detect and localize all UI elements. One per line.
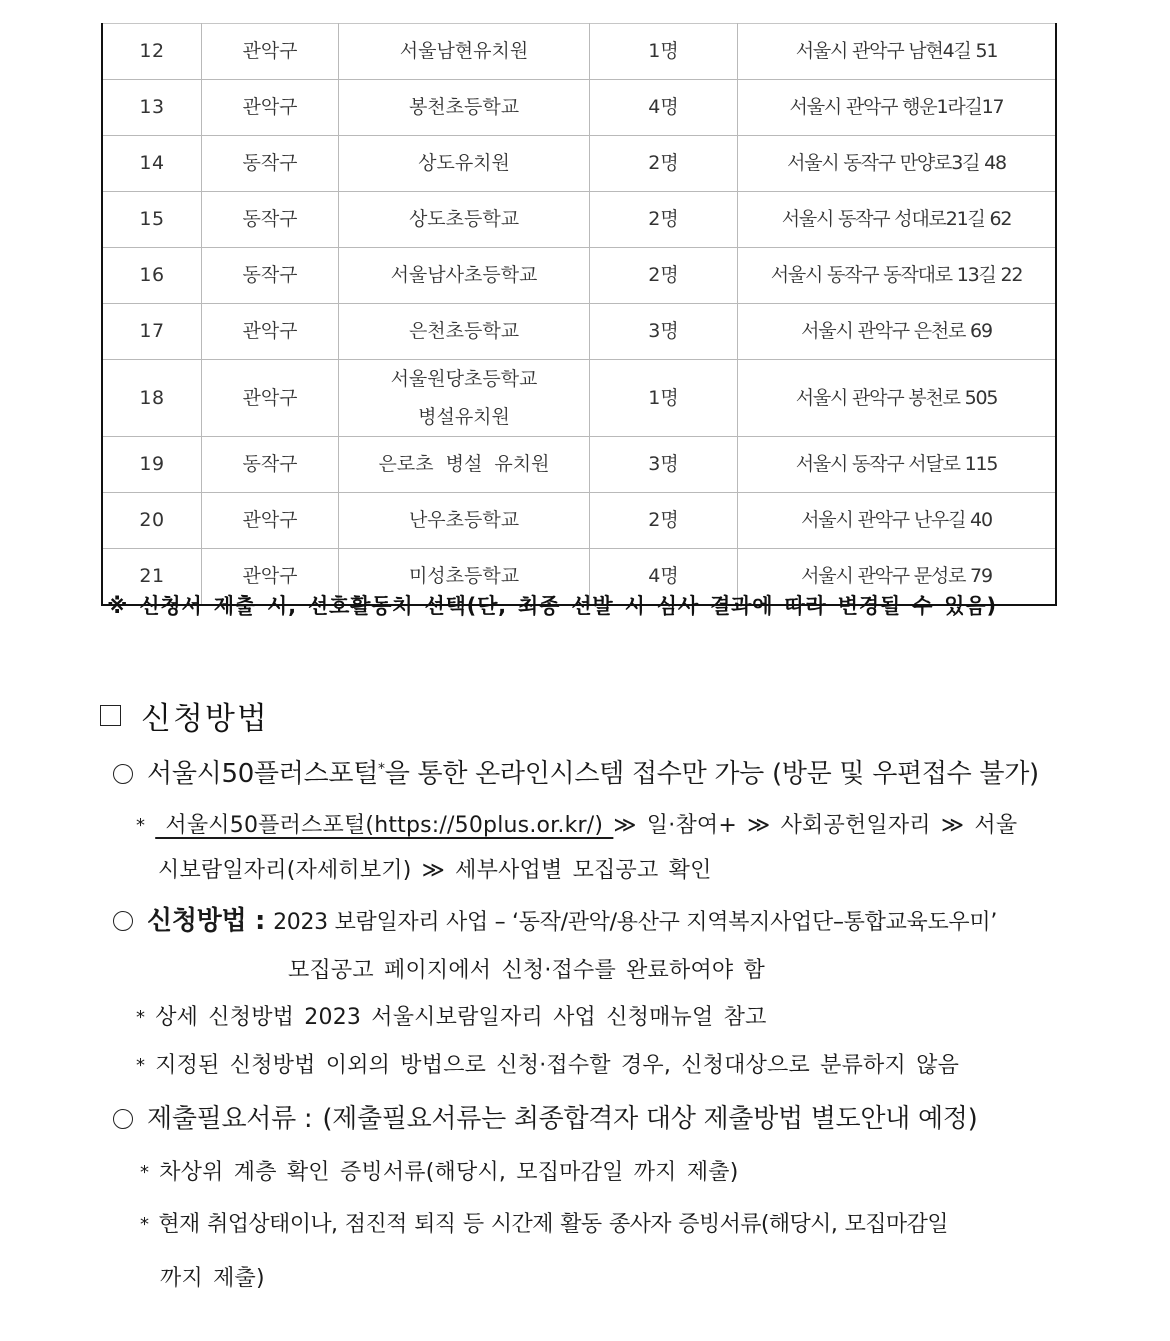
apply-note xyxy=(136,1000,767,1031)
asterisk-icon: * xyxy=(140,1162,150,1183)
site-name: 봉천초등학교 xyxy=(339,80,590,136)
address: 서울시 관악구 남현4길 51 xyxy=(738,24,1057,80)
asterisk-mark: * xyxy=(378,761,385,777)
portal-link[interactable]: 서울시50플러스포털(https://50plus.or.kr/) xyxy=(155,813,614,838)
address: 서울시 동작구 동작대로 13길 22 xyxy=(738,248,1057,304)
row-number: 19 xyxy=(102,437,202,493)
item-text: 서울시50플러스포털 xyxy=(147,759,379,789)
item-apply-method xyxy=(113,900,997,937)
portal-path-note xyxy=(136,808,1017,839)
headcount: 1명 xyxy=(590,24,738,80)
row-number: 18 xyxy=(102,360,202,437)
district: 관악구 xyxy=(202,304,339,360)
item-text: 2023 보람일자리 사업 – ‘동작/관악/용산구 지역복지사업단–통합교육도우미’ xyxy=(273,910,998,935)
site-name: 은로초 병설 유치원 xyxy=(339,437,590,493)
table-row xyxy=(102,248,1056,304)
headcount: 3명 xyxy=(590,304,738,360)
circle-bullet-icon xyxy=(113,764,133,784)
site-name-line-2: 병설유치원 xyxy=(418,406,510,428)
table-row xyxy=(102,136,1056,192)
district: 동작구 xyxy=(202,437,339,493)
district: 관악구 xyxy=(202,549,339,606)
district: 동작구 xyxy=(202,192,339,248)
site-name-line-1: 서울원당초등학교 xyxy=(390,368,538,390)
square-bullet-icon xyxy=(100,705,121,726)
address: 서울시 동작구 성대로21길 62 xyxy=(738,192,1057,248)
site-name: 서울남사초등학교 xyxy=(339,248,590,304)
address: 서울시 동작구 만양로3길 48 xyxy=(738,136,1057,192)
section-heading xyxy=(100,693,269,738)
item-label: 제출필요서류 : xyxy=(147,1104,313,1134)
site-name xyxy=(339,360,590,437)
item-text-rest: 을 통한 온라인시스템 접수만 가능 (방문 및 우편접수 불가) xyxy=(384,759,1039,789)
row-number: 13 xyxy=(102,80,202,136)
headcount: 2명 xyxy=(590,136,738,192)
address: 서울시 관악구 은천로 69 xyxy=(738,304,1057,360)
docs-note-cont: 까지 제출) xyxy=(160,1266,265,1291)
table-row xyxy=(102,437,1056,493)
asterisk-icon: * xyxy=(140,1214,149,1235)
address: 서울시 관악구 봉천로 505 xyxy=(738,360,1057,437)
district: 관악구 xyxy=(202,24,339,80)
section-title: 신청방법 xyxy=(141,701,269,737)
docs-note xyxy=(140,1155,739,1186)
table-row xyxy=(102,24,1056,80)
table-row xyxy=(102,360,1056,437)
table-row xyxy=(102,80,1056,136)
table-row xyxy=(102,192,1056,248)
address: 서울시 관악구 문성로 79 xyxy=(738,549,1057,606)
item-text: (제출필요서류는 최종합격자 대상 제출방법 별도안내 예정) xyxy=(322,1104,978,1134)
row-number: 14 xyxy=(102,136,202,192)
item-required-docs xyxy=(113,1098,977,1135)
district: 동작구 xyxy=(202,248,339,304)
row-number: 17 xyxy=(102,304,202,360)
circle-bullet-icon xyxy=(113,1109,133,1129)
district: 관악구 xyxy=(202,80,339,136)
circle-bullet-icon xyxy=(113,911,133,931)
note-text: 현재 취업상태이나, 점진적 퇴직 등 시간제 활동 종사자 증빙서류(해당시, 모집마감일 xyxy=(158,1212,948,1237)
apply-note xyxy=(136,1048,959,1079)
address: 서울시 관악구 난우길 40 xyxy=(738,493,1057,549)
row-number: 16 xyxy=(102,248,202,304)
table-footnote: ※ 신청서 제출 시, 선호활동처 선택(단, 최종 선발 시 심사 결과에 따라 변경될 수 있음) xyxy=(107,594,997,618)
address: 서울시 관악구 행운1라길17 xyxy=(738,80,1057,136)
note-text: 상세 신청방법 2023 서울시보람일자리 사업 신청매뉴얼 참고 xyxy=(155,1005,767,1030)
row-number: 21 xyxy=(102,549,202,606)
item-apply-method-cont: 모집공고 페이지에서 신청·접수를 완료하여야 함 xyxy=(288,958,766,983)
site-name: 은천초등학교 xyxy=(339,304,590,360)
asterisk-icon: * xyxy=(136,1055,146,1076)
item-label: 신청방법 : xyxy=(147,906,266,936)
headcount: 1명 xyxy=(590,360,738,437)
item-online-only xyxy=(113,753,1039,790)
portal-path: ≫ 일·참여+ ≫ 사회공헌일자리 ≫ 서울 xyxy=(613,813,1018,838)
asterisk-icon: * xyxy=(136,1007,146,1028)
note-text: 지정된 신청방법 이외의 방법으로 신청·접수할 경우, 신청대상으로 분류하지 않음 xyxy=(155,1053,960,1078)
district: 관악구 xyxy=(202,493,339,549)
headcount: 2명 xyxy=(590,192,738,248)
headcount: 2명 xyxy=(590,248,738,304)
site-name: 서울남현유치원 xyxy=(339,24,590,80)
table-row xyxy=(102,493,1056,549)
table-row xyxy=(102,304,1056,360)
headcount: 3명 xyxy=(590,437,738,493)
site-name: 미성초등학교 xyxy=(339,549,590,606)
row-number: 12 xyxy=(102,24,202,80)
portal-path-note-cont: 시보람일자리(자세히보기) ≫ 세부사업별 모집공고 확인 xyxy=(158,858,712,883)
district: 동작구 xyxy=(202,136,339,192)
site-name: 상도초등학교 xyxy=(339,192,590,248)
site-name: 상도유치원 xyxy=(339,136,590,192)
asterisk-icon: * xyxy=(136,815,146,836)
row-number: 15 xyxy=(102,192,202,248)
note-text: 차상위 계층 확인 증빙서류(해당시, 모집마감일 까지 제출) xyxy=(159,1160,739,1185)
site-name: 난우초등학교 xyxy=(339,493,590,549)
address: 서울시 동작구 서달로 115 xyxy=(738,437,1057,493)
district: 관악구 xyxy=(202,360,339,437)
headcount: 4명 xyxy=(590,80,738,136)
site-table xyxy=(101,23,1057,606)
headcount: 2명 xyxy=(590,493,738,549)
row-number: 20 xyxy=(102,493,202,549)
headcount: 4명 xyxy=(590,549,738,606)
docs-note xyxy=(140,1207,948,1238)
